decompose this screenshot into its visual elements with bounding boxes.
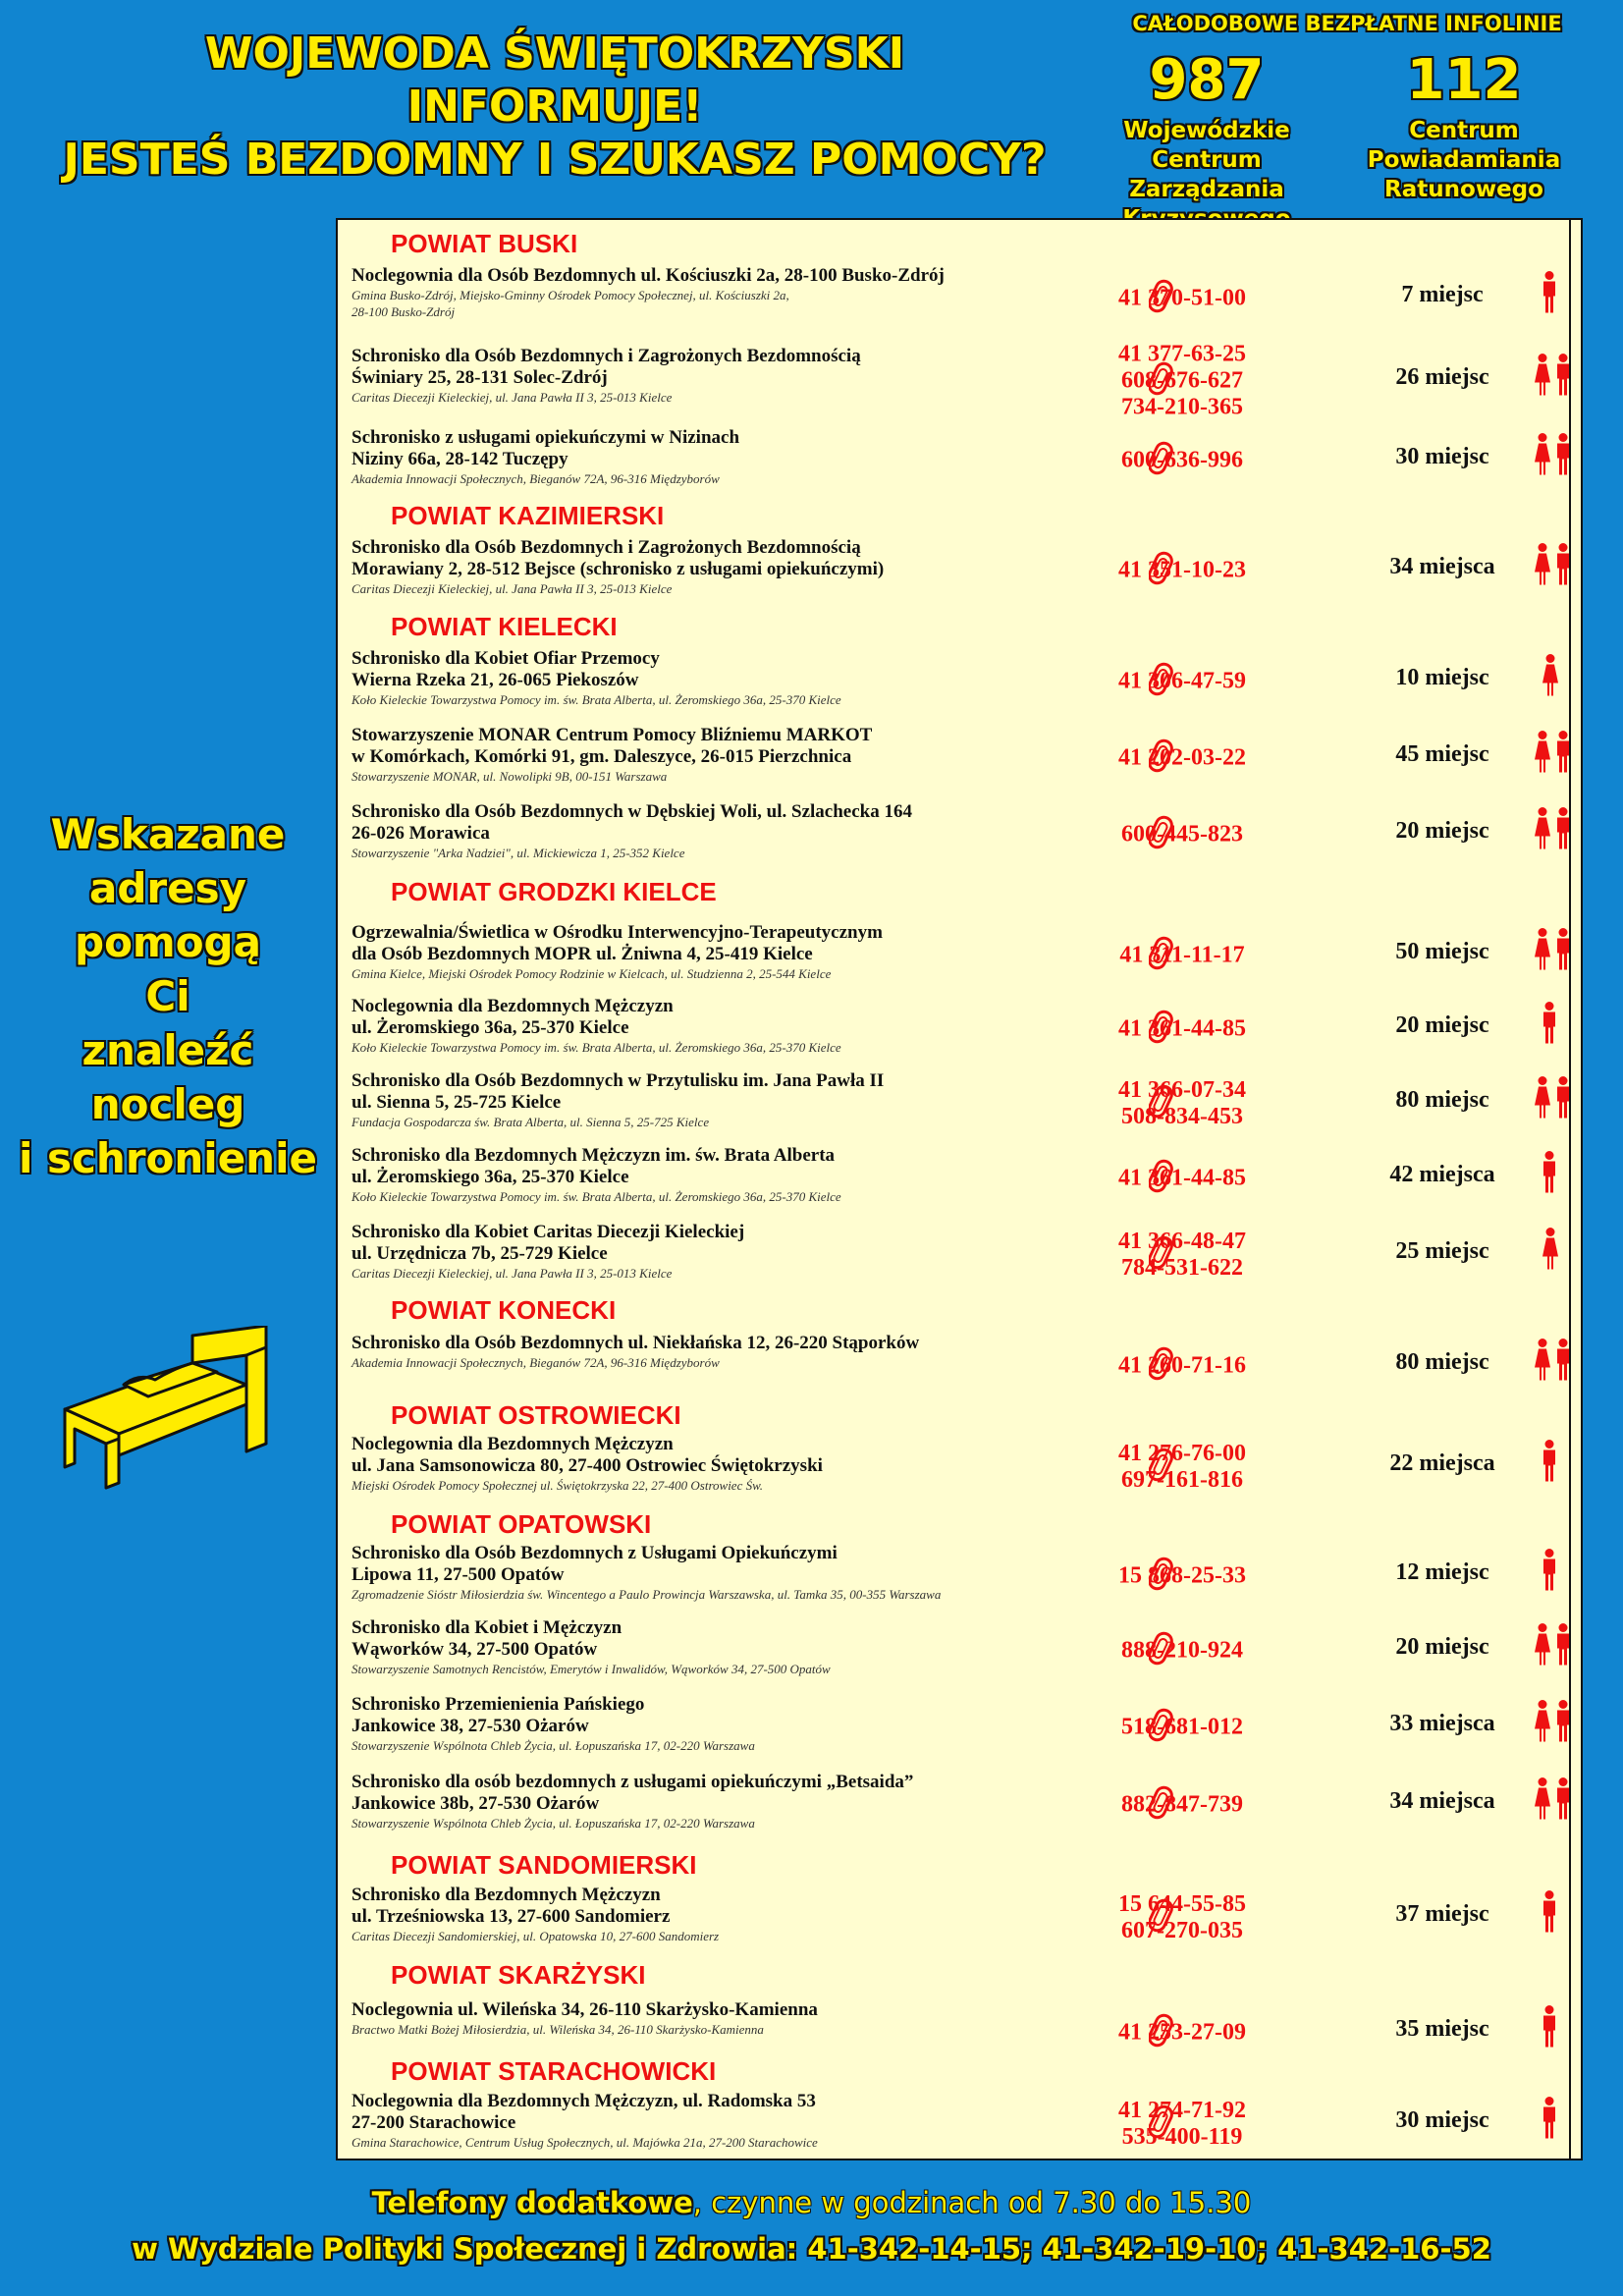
shelter-name: Schronisko Przemienienia Pańskiego (352, 1694, 645, 1715)
hotline-987[interactable] (1074, 45, 1339, 234)
places-count: 37 miejsc (1395, 1901, 1489, 1927)
male-icon (1542, 1921, 1561, 1938)
male-icon (1555, 1730, 1575, 1747)
places-count: 50 miejsc (1395, 939, 1489, 964)
phone-number[interactable]: 41 377-63-25 (1118, 341, 1246, 367)
male-icon (1542, 1470, 1561, 1487)
side-slogan (12, 807, 324, 1185)
places-count: 34 miejsca (1389, 554, 1495, 579)
footer-bold: Telefony dodatkowe (371, 2186, 693, 2219)
phone-number[interactable]: 518-681-012 (1121, 1714, 1243, 1740)
phone-number[interactable]: 734-210-365 (1121, 394, 1243, 420)
shelter-name: Niziny 66a, 28-142 Tuczępy (352, 449, 568, 469)
male-icon (1555, 1654, 1575, 1670)
title-line-2: INFORMUJE! (406, 82, 703, 132)
title-line-3: JESTEŚ BEZDOMNY I SZUKASZ POMOCY? (63, 135, 1047, 185)
female-icon (1542, 684, 1563, 701)
page-title (29, 27, 1080, 187)
phone-numbers (1084, 822, 1280, 848)
phone-number[interactable]: 41 361-44-85 (1118, 1165, 1246, 1191)
shelter-name: ul. Trześniowska 13, 27-600 Sandomierz (352, 1906, 671, 1927)
shelter-name: ul. Żeromskiego 36a, 25-370 Kielce (352, 1167, 629, 1187)
shelter-name: ul. Żeromskiego 36a, 25-370 Kielce (352, 1017, 629, 1038)
shelter-name: Schronisko dla Osób Bezdomnych ul. Niekłańska 12, 26-220 Stąporków (352, 1333, 920, 1353)
shelter-name: Lipowa 11, 27-500 Opatów (352, 1564, 565, 1585)
shelter-operator: Koło Kieleckie Towarzystwa Pomocy im. św. Brata Alberta, ul. Żeromskiego 36a, 25-370 Kielce (352, 692, 841, 707)
infoline-box (1082, 10, 1612, 202)
shelter-operator: Fundacja Gospodarcza św. Brata Alberta, ul. Sienna 5, 25-725 Kielce (352, 1115, 710, 1129)
gender-icons (1534, 928, 1575, 976)
shelter-name: Schronisko z usługami opiekuńczymi w Nizinach (352, 427, 740, 448)
section-title: POWIAT BUSKI (391, 229, 578, 258)
section-title: POWIAT GRODZKI KIELCE (391, 877, 717, 906)
hotline-desc-1: Centrum (1409, 118, 1519, 143)
right-inner-border (1569, 220, 1571, 2159)
bed-icon (45, 1326, 281, 1507)
slogan-line: Wskazane (50, 810, 286, 858)
phone-numbers (1084, 2098, 1280, 2151)
female-icon (1534, 958, 1555, 975)
shelter-list-panel (336, 218, 1583, 2160)
phone-number[interactable]: 41 311-11-17 (1119, 942, 1245, 968)
gender-icons (1534, 1700, 1575, 1748)
shelter-operator: Stowarzyszenie Samotnych Rencistów, Emerytów i Inwalidów, Wąworków 34, 27-500 Opatów (352, 1662, 831, 1676)
shelter-name: 27-200 Starachowice (352, 2112, 516, 2133)
gender-icons (1534, 1339, 1575, 1387)
footer-line-2: w Wydziale Polityki Społecznej i Zdrowia: 41-342-14-15; 41-342-19-10; 41-342-16-52 (132, 2232, 1491, 2266)
shelter-name: Noclegownia ul. Wileńska 34, 26-110 Skarżysko-Kamienna (352, 1999, 818, 2020)
shelter-operator: Caritas Diecezji Sandomierskiej, ul. Opatowska 10, 27-600 Sandomierz (352, 1929, 720, 1943)
male-icon (1542, 1579, 1561, 1596)
shelter-name: Wąworków 34, 27-500 Opatów (352, 1639, 598, 1660)
phone-numbers (1084, 1891, 1280, 1944)
shelter-name: Schronisko dla Kobiet Ofiar Przemocy (352, 648, 660, 669)
shelter-name: Schronisko dla Kobiet Caritas Diecezji Kieleckiej (352, 1222, 745, 1242)
phone-number[interactable]: 41 260-71-16 (1118, 1352, 1246, 1379)
shelter-operator: Caritas Diecezji Kieleckiej, ul. Jana Pawła II 3, 25-013 Kielce (352, 581, 673, 596)
phone-numbers (1084, 745, 1280, 772)
phone-number[interactable]: 41 274-71-92 (1118, 2098, 1246, 2123)
places-count: 7 miejsc (1401, 282, 1484, 307)
shelter-operator: Gmina Starachowice, Centrum Usług Społecznych, ul. Majówka 21a, 27-200 Starachowice (352, 2135, 818, 2150)
section-title: POWIAT KONECKI (391, 1295, 617, 1325)
places-count: 25 miejsc (1395, 1238, 1489, 1264)
phone-number[interactable]: 607-270-035 (1121, 1918, 1243, 1943)
places-count: 26 miejsc (1395, 364, 1489, 390)
phone-number[interactable]: 41 370-51-00 (1118, 285, 1246, 311)
section-title: POWIAT KIELECKI (391, 612, 618, 641)
male-icon (1542, 301, 1561, 318)
places-count: 20 miejsc (1395, 818, 1489, 844)
gender-icons (1534, 1777, 1575, 1826)
gender-icons (1542, 2097, 1561, 2145)
shelter-operator: Koło Kieleckie Towarzystwa Pomocy im. św. Brata Alberta, ul. Żeromskiego 36a, 25-370 Kielce (352, 1040, 841, 1055)
shelter-operator: Koło Kieleckie Towarzystwa Pomocy im. św. Brata Alberta, ul. Żeromskiego 36a, 25-370 Kielce (352, 1189, 841, 1204)
male-icon (1555, 1369, 1575, 1386)
phone-numbers (1084, 1229, 1280, 1282)
gender-icons (1542, 1228, 1563, 1276)
places-count: 20 miejsc (1395, 1634, 1489, 1660)
places-count: 30 miejsc (1395, 444, 1489, 469)
hotline-number[interactable]: 987 (1149, 48, 1265, 112)
gender-icons (1542, 654, 1563, 702)
slogan-line: adresy (89, 864, 246, 912)
female-icon (1534, 1730, 1555, 1747)
footer-line-1 (0, 2180, 1623, 2226)
places-count: 35 miejsc (1395, 2016, 1489, 2042)
shelter-name: w Komórkach, Komórki 91, gm. Daleszyce, 26-015 Pierzchnica (352, 746, 852, 767)
male-icon (1555, 384, 1575, 401)
shelter-name: Jankowice 38, 27-530 Ożarów (352, 1716, 589, 1736)
male-icon (1555, 958, 1575, 975)
phone-number[interactable]: 41 276-76-00 (1118, 1441, 1246, 1466)
gender-icons (1534, 433, 1575, 481)
shelter-name: Schronisko dla Osób Bezdomnych i Zagrożonych Bezdomnością (352, 537, 861, 558)
phone-numbers (1084, 1166, 1280, 1192)
male-icon (1555, 464, 1575, 480)
shelter-operator: Stowarzyszenie Wspólnota Chleb Życia, ul. Łopuszańska 17, 02-220 Warszawa (352, 1816, 755, 1831)
shelter-operator: Miejski Ośrodek Pomocy Społecznej ul. Świętokrzyska 22, 27-400 Ostrowiec Św. (352, 1478, 764, 1493)
gender-icons (1534, 807, 1575, 855)
phone-numbers (1084, 448, 1280, 474)
shelter-name: Schronisko dla osób bezdomnych z usługami opiekuńczymi „Betsaida” (352, 1772, 914, 1792)
male-icon (1555, 1808, 1575, 1825)
hotline-number[interactable]: 112 (1406, 48, 1522, 112)
phone-number[interactable]: 41 361-44-85 (1118, 1015, 1246, 1042)
shelter-name: 26-026 Morawica (352, 823, 490, 844)
slogan-line: nocleg (90, 1080, 245, 1128)
phone-number[interactable]: 41 351-10-23 (1118, 557, 1246, 583)
places-count: 42 miejsca (1389, 1162, 1495, 1187)
shelter-operator: Akademia Innowacji Społecznych, Bieganów 72A, 96-316 Międzyborów (352, 1355, 720, 1370)
phone-numbers (1084, 1638, 1280, 1665)
male-icon (1555, 1107, 1575, 1123)
shelter-name: Schronisko dla Kobiet i Mężczyzn (352, 1617, 622, 1638)
female-icon (1534, 574, 1555, 590)
hotline-112[interactable] (1331, 45, 1596, 204)
footer-hours: , czynne w godzinach od 7.30 do 15.30 (692, 2186, 1252, 2219)
shelter-operator: Stowarzyszenie "Arka Nadziei", ul. Mickiewicza 1, 25-352 Kielce (352, 846, 685, 860)
hotline-desc-2: Powiadamiania (1367, 147, 1561, 173)
shelter-name: Noclegownia dla Bezdomnych Mężczyzn (352, 1434, 674, 1454)
gender-icons (1534, 543, 1575, 591)
female-icon (1534, 761, 1555, 778)
gender-icons (1534, 731, 1575, 779)
infoline-title: CAŁODOBOWE BEZPŁATNE INFOLINIE (1132, 12, 1562, 35)
male-icon (1555, 574, 1575, 590)
places-count: 33 miejsca (1389, 1711, 1495, 1736)
shelter-name: ul. Jana Samsonowicza 80, 27-400 Ostrowiec Świętokrzyski (352, 1455, 823, 1476)
places-count: 80 miejsc (1395, 1087, 1489, 1113)
phone-number[interactable]: 41 306-47-59 (1118, 668, 1246, 694)
phone-numbers (1084, 669, 1280, 695)
phone-number[interactable]: 508-834-453 (1121, 1104, 1243, 1129)
slogan-line: pomogą (75, 918, 261, 966)
shelter-operator: Stowarzyszenie MONAR, ul. Nowolipki 9B, 00-151 Warszawa (352, 769, 668, 784)
shelter-name: Świniary 25, 28-131 Solec-Zdrój (352, 367, 608, 388)
shelter-name: Schronisko dla Osób Bezdomnych w Przytulisku im. Jana Pawła II (352, 1070, 885, 1091)
shelter-name: ul. Sienna 5, 25-725 Kielce (352, 1092, 562, 1113)
shelter-name: Wierna Rzeka 21, 26-065 Piekoszów (352, 670, 639, 690)
phone-numbers (1084, 1441, 1280, 1494)
shelter-name: Schronisko dla Osób Bezdomnych w Dębskiej Woli, ul. Szlachecka 164 (352, 801, 912, 822)
female-icon (1534, 384, 1555, 401)
slogan-line: znaleźć (81, 1026, 254, 1074)
places-count: 80 miejsc (1395, 1349, 1489, 1375)
phone-number[interactable]: 15 868-25-33 (1118, 1562, 1246, 1589)
shelter-name: Schronisko dla Osób Bezdomnych i Zagrożonych Bezdomnością (352, 346, 861, 366)
slogan-line: Ci (145, 972, 190, 1020)
phone-numbers (1084, 558, 1280, 584)
female-icon (1542, 1258, 1563, 1275)
shelter-name: Jankowice 38b, 27-530 Ożarów (352, 1793, 600, 1814)
male-icon (1555, 838, 1575, 854)
phone-number[interactable]: 41 202-03-22 (1118, 744, 1246, 771)
section-title: POWIAT STARACHOWICKI (391, 2056, 717, 2086)
shelter-name: Morawiany 2, 28-512 Bejsce (schronisko z usługami opiekuńczymi) (352, 559, 885, 579)
phone-number[interactable]: 600-636-996 (1121, 447, 1243, 473)
shelter-operator: Akademia Innowacji Społecznych, Bieganów 72A, 96-316 Międzyborów (352, 471, 720, 486)
section-title: POWIAT OSTROWIECKI (391, 1400, 681, 1430)
shelter-operator: Zgromadzenie Sióstr Miłosierdzia św. Wincentego a Paulo Prowincja Warszawska, ul. Tamka 35, 00-355 Warszawa (352, 1587, 942, 1602)
phone-numbers (1084, 1792, 1280, 1819)
shelter-name: Schronisko dla Osób Bezdomnych z Usługami Opiekuńczymi (352, 1543, 838, 1563)
female-icon (1534, 1369, 1555, 1386)
gender-icons (1542, 1890, 1561, 1939)
hotline-desc-3: Ratunowego (1384, 177, 1543, 202)
section-title: POWIAT KAZIMIERSKI (391, 501, 665, 530)
gender-icons (1542, 1549, 1561, 1597)
shelter-name: Noclegownia dla Bezdomnych Mężczyzn, ul. Radomska 53 (352, 2091, 816, 2111)
section-title: POWIAT OPATOWSKI (391, 1509, 652, 1539)
phone-number[interactable]: 600-445-823 (1121, 821, 1243, 847)
gender-icons (1534, 1623, 1575, 1671)
male-icon (1542, 1181, 1561, 1198)
phone-number[interactable]: 41 366-48-47 (1118, 1229, 1246, 1254)
phone-number[interactable]: 608-676-627 (1121, 367, 1243, 394)
shelter-name: Noclegownia dla Bezdomnych Mężczyzn (352, 996, 674, 1016)
phone-number[interactable]: 697-161-816 (1121, 1467, 1243, 1493)
phone-numbers (1084, 342, 1280, 421)
shelter-operator: Stowarzyszenie Wspólnota Chleb Życia, ul. Łopuszańska 17, 02-220 Warszawa (352, 1738, 755, 1753)
shelter-operator: Caritas Diecezji Kieleckiej, ul. Jana Pawła II 3, 25-013 Kielce (352, 1266, 673, 1281)
phone-numbers (1084, 1016, 1280, 1043)
shelter-name: ul. Urzędnicza 7b, 25-729 Kielce (352, 1243, 608, 1264)
shelter-name: Schronisko dla Bezdomnych Mężczyzn im. św. Brata Alberta (352, 1145, 836, 1166)
phone-number[interactable]: 41 366-07-34 (1118, 1077, 1246, 1103)
female-icon (1534, 464, 1555, 480)
phone-numbers (1084, 2020, 1280, 2047)
shelter-operator: 28-100 Busko-Zdrój (352, 304, 456, 319)
slogan-line: i schronienie (19, 1134, 317, 1182)
gender-icons (1542, 1440, 1561, 1488)
phone-number[interactable]: 535-400-119 (1121, 2124, 1243, 2150)
places-count: 30 miejsc (1395, 2107, 1489, 2133)
places-count: 45 miejsc (1395, 741, 1489, 767)
phone-numbers (1084, 943, 1280, 969)
shelter-operator: Gmina Kielce, Miejski Ośrodek Pomocy Rodzinie w Kielcach, ul. Studzienna 2, 25-544 Kielce (352, 966, 832, 981)
gender-icons (1542, 1002, 1561, 1050)
phone-numbers (1084, 1563, 1280, 1590)
gender-icons (1534, 1076, 1575, 1124)
phone-number[interactable]: 882-847-739 (1121, 1791, 1243, 1818)
shelter-operator: Bractwo Matki Bożej Miłosierdzia, ul. Wileńska 34, 26-110 Skarżysko-Kamienna (352, 2022, 764, 2037)
female-icon (1534, 1808, 1555, 1825)
places-count: 34 miejsca (1389, 1788, 1495, 1814)
hotline-desc-2: Centrum Zarządzania (1129, 147, 1284, 202)
places-count: 22 miejsca (1389, 1450, 1495, 1476)
places-count: 12 miejsc (1395, 1559, 1489, 1585)
shelter-name: dla Osób Bezdomnych MOPR ul. Żniwna 4, 25-419 Kielce (352, 944, 813, 964)
shelter-name: Schronisko dla Bezdomnych Mężczyzn (352, 1885, 661, 1905)
phone-number[interactable]: 888-210-924 (1121, 1637, 1243, 1664)
section-title: POWIAT SANDOMIERSKI (391, 1850, 697, 1880)
male-icon (1542, 2036, 1561, 2052)
female-icon (1534, 1107, 1555, 1123)
hotline-desc-1: Wojewódzkie (1123, 118, 1290, 143)
phone-number[interactable]: 41 253-27-09 (1118, 2019, 1246, 2046)
phone-numbers (1084, 286, 1280, 312)
shelter-operator: Gmina Busko-Zdrój, Miejsko-Gminny Ośrodek Pomocy Społecznej, ul. Kościuszki 2a, (352, 288, 789, 302)
shelter-operator: Caritas Diecezji Kieleckiej, ul. Jana Pawła II 3, 25-013 Kielce (352, 390, 673, 405)
phone-numbers (1084, 1715, 1280, 1741)
places-count: 20 miejsc (1395, 1012, 1489, 1038)
gender-icons (1534, 354, 1575, 402)
shelter-name: Stowarzyszenie MONAR Centrum Pomocy Bliźniemu MARKOT (352, 725, 873, 745)
footer (0, 2180, 1623, 2271)
shelter-name: Ogrzewalnia/Świetlica w Ośrodku Interwencyjno-Terapeutycznym (352, 922, 883, 943)
gender-icons (1542, 1151, 1561, 1199)
phone-number[interactable]: 784-531-622 (1121, 1255, 1243, 1281)
phone-numbers (1084, 1353, 1280, 1380)
phone-numbers (1084, 1077, 1280, 1130)
gender-icons (1542, 271, 1561, 319)
places-count: 10 miejsc (1395, 665, 1489, 690)
gender-icons (1542, 2005, 1561, 2053)
male-icon (1555, 761, 1575, 778)
shelter-name: Noclegownia dla Osób Bezdomnych ul. Kościuszki 2a, 28-100 Busko-Zdrój (352, 265, 945, 286)
male-icon (1542, 2127, 1561, 2144)
title-line-1: WOJEWODA ŚWIĘTOKRZYSKI (204, 28, 905, 79)
phone-number[interactable]: 15 644-55-85 (1118, 1891, 1246, 1917)
female-icon (1534, 1654, 1555, 1670)
male-icon (1542, 1032, 1561, 1049)
female-icon (1534, 838, 1555, 854)
section-title: POWIAT SKARŻYSKI (391, 1960, 646, 1990)
